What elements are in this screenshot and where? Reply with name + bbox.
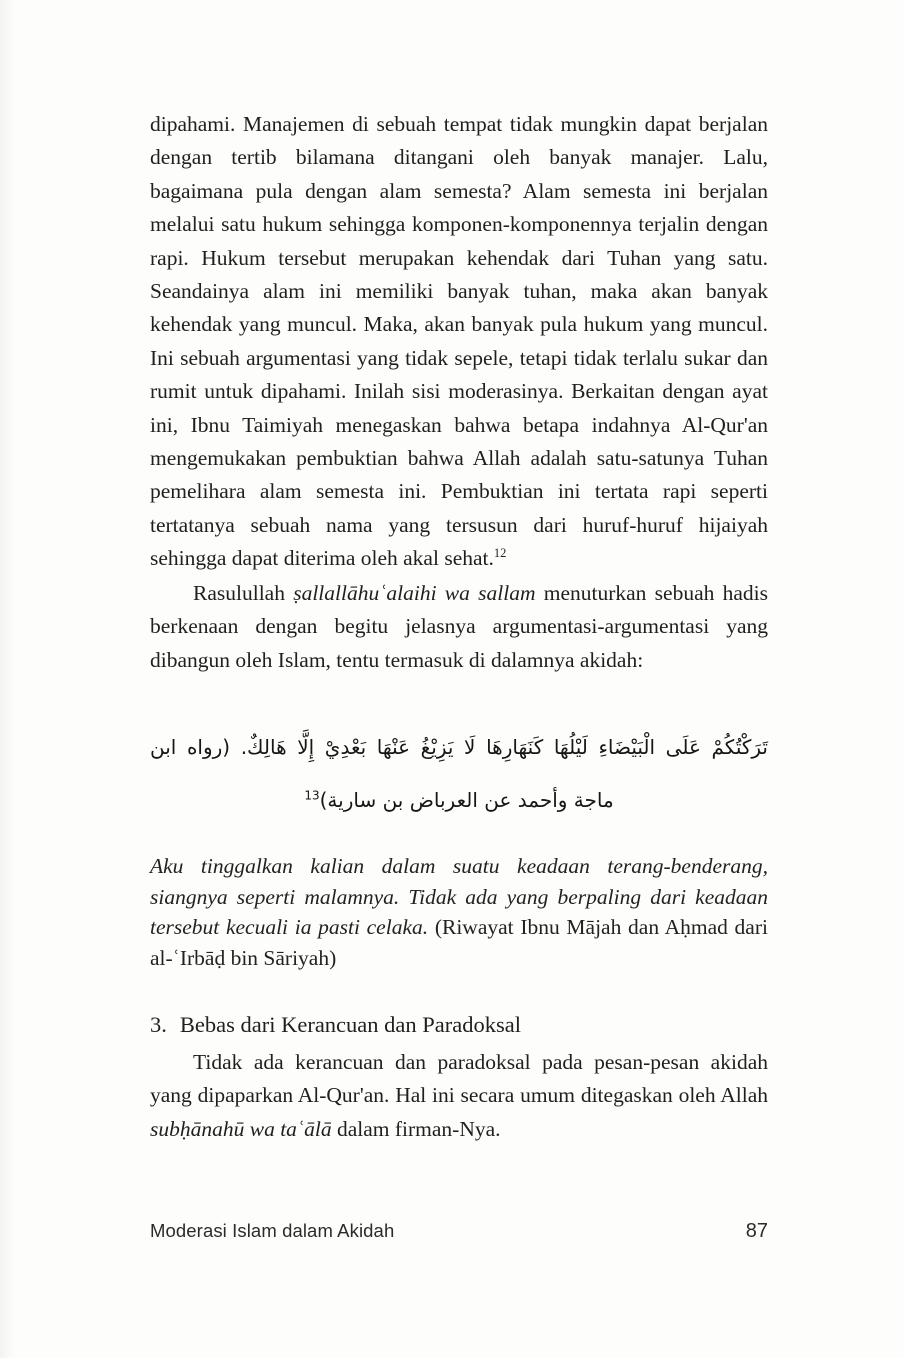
hadith-intro-rest: menuturkan sebuah hadis berkenaan dengan begitu jelasnya argumentasi-argumentasi yang dibangun oleh Islam, tentu termasuk di dalamnya akidah: <box>150 580 768 672</box>
footnote-ref-12: 12 <box>493 546 507 561</box>
page-number: 87 <box>745 1220 768 1242</box>
paragraph-continued-text: dipahami. Manajemen di sebuah tempat tidak mungkin dapat berjalan dengan tertib bilamana ditangani oleh banyak manajer. Lalu, bagaimana pula dengan alam semesta? Alam semesta ini berjalan melalui satu hukum sehingga komponen-komponennya terjalin dengan rapi. Hukum tersebut merupakan kehendak dari Tuhan yang satu. Seandainya alam ini memiliki banyak tuhan, maka akan banyak kehendak yang muncul. Maka, akan banyak pula hukum yang muncul. Ini sebuah argumentasi yang tidak sepele, tetapi tidak terlalu sukar dan rumit untuk dipahami. Inilah sisi moderasinya. Berkaitan dengan ayat ini, Ibnu Taimiyah menegaskan bahwa betapa indahnya Al-Qur'an mengemukakan pembuktian bahwa Allah adalah satu-satunya Tuhan pemelihara alam semesta ini. Pembuktian ini tertata rapi seperti tertatanya sebuah nama yang tersusun dari huruf-huruf hijaiyah sehingga dapat diterima oleh akal sehat. <box>150 112 768 571</box>
hadith-translation-text: Aku tinggalkan kalian dalam suatu keadaan terang-benderang, siangnya seperti malamnya. Tidak ada yang berpaling dari keadaan tersebut kecuali ia pasti celaka. <box>150 854 768 940</box>
section-heading <box>150 1010 768 1040</box>
running-footer-title: Moderasi Islam dalam Akidah <box>150 1220 395 1241</box>
page-footer <box>150 1220 768 1243</box>
arabic-hadith-line-2-text: ماجة وأحمد عن العرباض بن سارية) <box>319 788 614 812</box>
section-number: 3. <box>150 1012 167 1037</box>
section-3-rest: dalam firman-Nya. <box>331 1116 501 1141</box>
hadith-intro-lead: Rasulullah <box>193 580 294 605</box>
arabic-hadith-quote <box>150 720 768 826</box>
paragraph-continued <box>150 108 768 576</box>
hadith-intro-honorific: ṣallallāhuʿalaihi wa sallam <box>293 580 536 605</box>
arabic-hadith-line-2 <box>150 774 768 826</box>
section-3-lead: Tidak ada kerancuan dan paradoksal pada pesan-pesan akidah yang dipaparkan Al-Qur'an. Hal ini secara umum ditegaskan oleh Allah <box>150 1050 768 1108</box>
hadith-translation-source: (Riwayat Ibnu Mājah dan Aḥmad dari al-ʿIrbāḍ bin Sāriyah) <box>150 915 768 970</box>
paragraph-hadith-intro <box>150 577 768 677</box>
hadith-translation <box>150 851 768 973</box>
text-column <box>150 108 768 677</box>
arabic-hadith-line-1: تَرَكْتُكُمْ عَلَى الْبَيْضَاءِ لَيْلُهَا كَنَهَارِهَا لَا يَزِيْغُ عَنْهَا بَعْدِيْ إِلَّا هَالِكٌ. (رواه ابن <box>150 735 768 759</box>
section-title: Bebas dari Kerancuan dan Paradoksal <box>179 1012 521 1037</box>
section-3-honorific: subḥānahū wa taʿālā <box>150 1116 332 1141</box>
paragraph-section-3 <box>150 1046 768 1146</box>
footnote-ref-13: 13 <box>304 788 320 803</box>
